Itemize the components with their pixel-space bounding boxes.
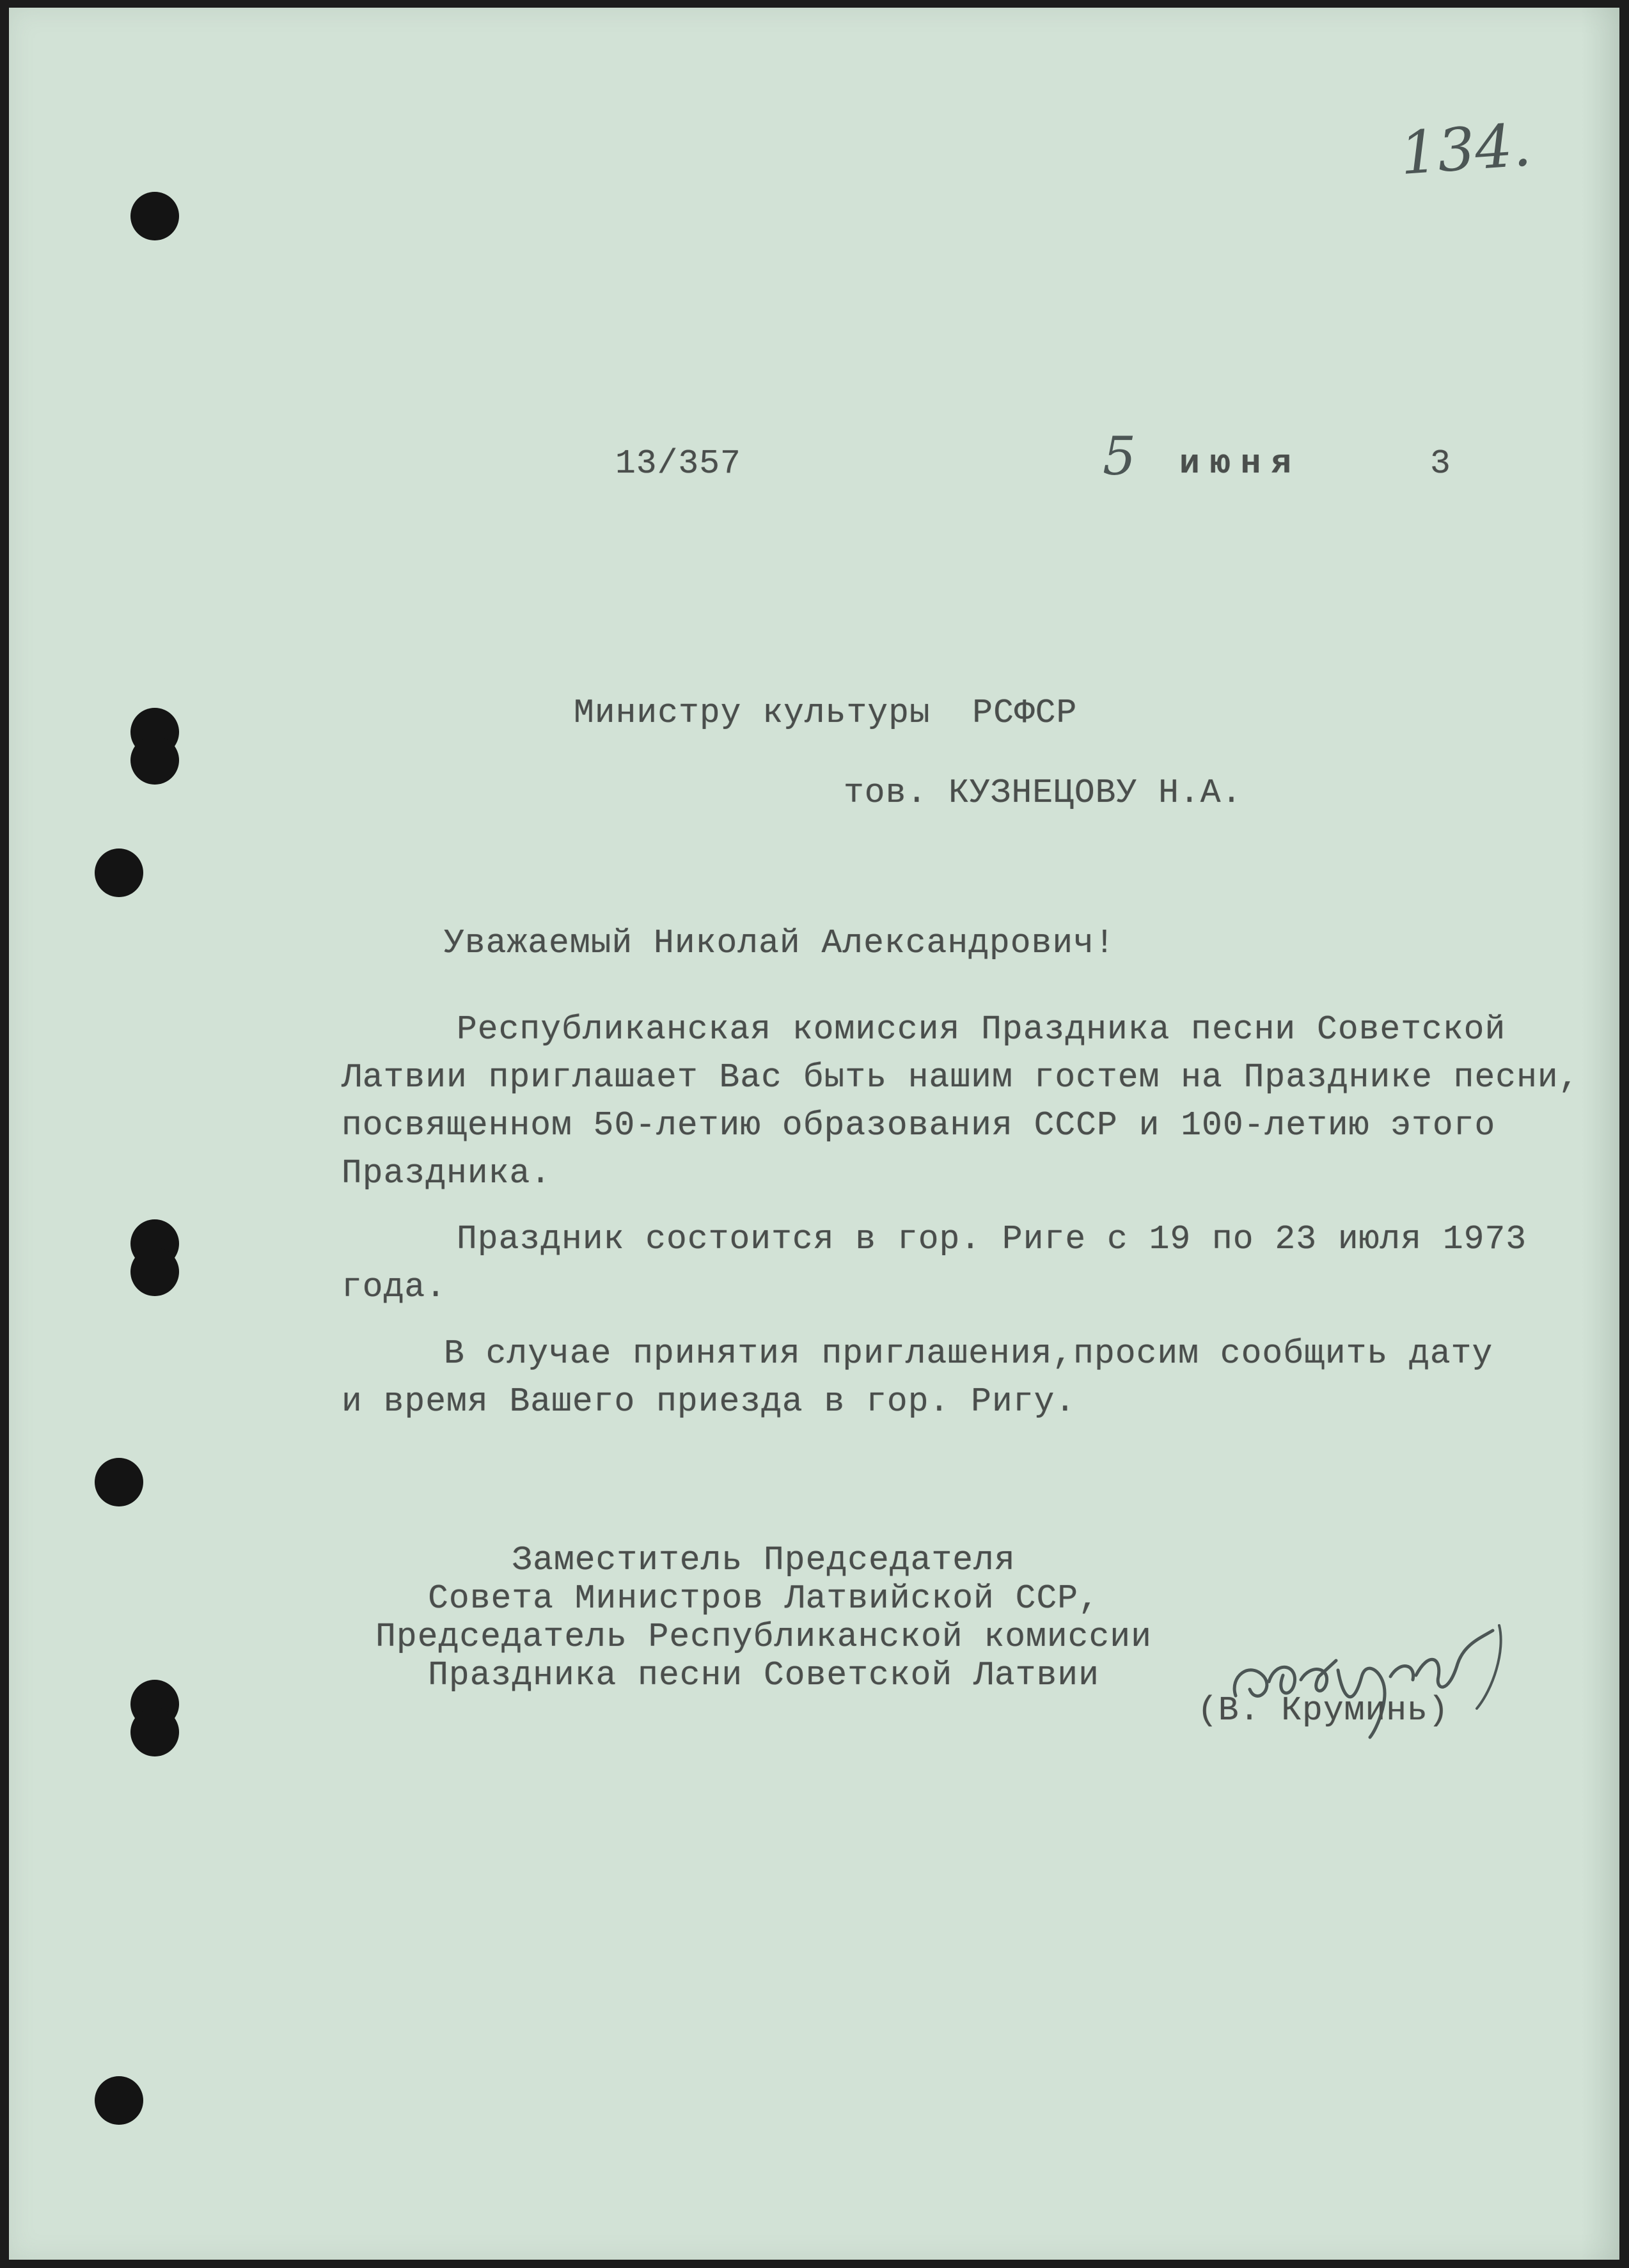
archive-page-number: 134. bbox=[1397, 110, 1534, 189]
body-line: Латвии приглашает Вас быть нашим гостем на Празднике песни, bbox=[342, 1058, 1580, 1097]
signatory-title-line: Председатель Республиканской комиссии bbox=[375, 1618, 1152, 1656]
date-month: июня bbox=[1179, 444, 1302, 483]
signatory-title-line: Заместитель Председателя bbox=[512, 1541, 1016, 1579]
body-line: года. bbox=[342, 1268, 447, 1306]
punch-hole bbox=[130, 1680, 179, 1728]
signatory-title-line: Совета Министров Латвийской ССР, bbox=[428, 1579, 1099, 1618]
body-line: Праздника. bbox=[342, 1154, 552, 1193]
punch-hole bbox=[130, 192, 179, 240]
punch-hole bbox=[95, 2076, 143, 2125]
handwritten-day: 5 bbox=[1103, 426, 1137, 487]
punch-hole bbox=[130, 708, 179, 756]
body-line: и время Вашего приезда в гор. Ригу. bbox=[342, 1382, 1076, 1421]
paper-edge-shadow bbox=[1581, 8, 1619, 2260]
signatory-title-line: Праздника песни Советской Латвии bbox=[428, 1656, 1099, 1694]
punch-hole bbox=[130, 1219, 179, 1268]
date-year: 3 bbox=[1430, 444, 1451, 483]
paper-sheet bbox=[9, 8, 1619, 2260]
addressee-line-2: тов. КУЗНЕЦОВУ Н.А. bbox=[844, 774, 1243, 812]
punch-hole bbox=[95, 1458, 143, 1506]
punch-hole bbox=[95, 849, 143, 897]
body-line: В случае принятия приглашения,просим сообщить дату bbox=[444, 1334, 1493, 1373]
body-line: Республиканская комиссия Праздника песни Советской bbox=[457, 1010, 1506, 1049]
body-line: Праздник состоится в гор. Риге с 19 по 23 июля 1973 bbox=[457, 1220, 1527, 1258]
addressee-line-1: Министру культуры РСФСР bbox=[574, 694, 1078, 732]
signatory-name: (В. Круминь) bbox=[1197, 1691, 1449, 1730]
salutation: Уважаемый Николай Александрович! bbox=[444, 924, 1115, 962]
reference-number: 13/357 bbox=[615, 444, 741, 483]
body-line: посвященном 50-летию образования СССР и 100-летию этого bbox=[342, 1106, 1496, 1145]
